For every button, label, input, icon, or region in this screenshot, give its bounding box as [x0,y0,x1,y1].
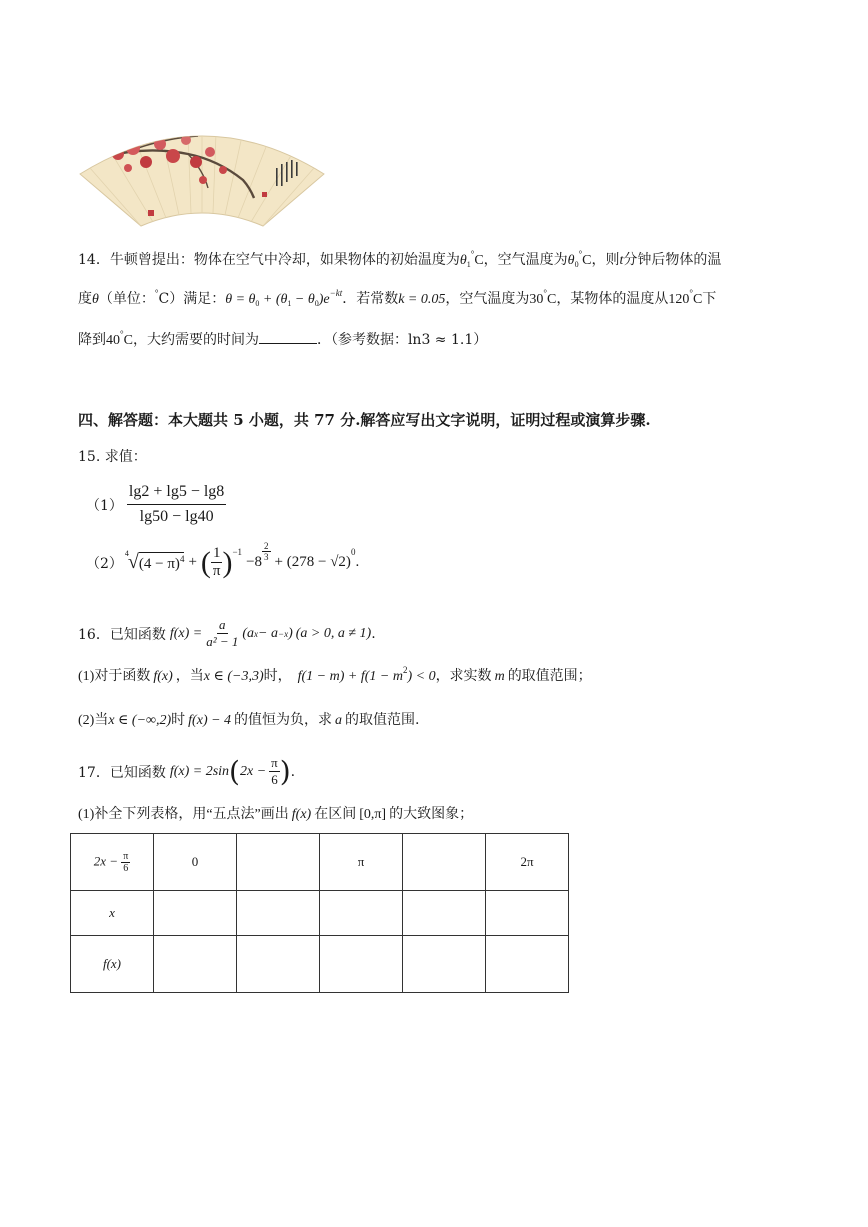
six-denominator: 6 [271,772,278,787]
q16-part-1-text-a: (1)对于函数 [78,669,151,684]
q16-square-exponent: 2 [402,665,408,675]
q17-formula-left: f(x) = 2sin [169,763,230,779]
table-cell[interactable] [403,936,486,993]
row-label-six: 6 [123,862,129,874]
row-label-fraction [121,851,130,874]
q16-exponent-neg-x: −x [278,628,289,639]
table-cell[interactable] [403,891,486,936]
formula-sub: 0 [314,299,319,308]
q16-condition: (a > 0, a ≠ 1) [295,625,372,641]
q14-text-h: ．若常数 [342,291,399,307]
q14-text-g: C）满足： [158,291,226,307]
q17-statement [78,755,295,788]
q16-minus-a: − a [258,625,278,641]
theta-1-symbol: θ [459,253,467,268]
q14-text-a: 14．牛顿曾提出：物体在空气中冷却，如果物体的初始温度为 [78,252,460,268]
start-temp-value: 120 [668,292,690,307]
q16-exponent-x: x [254,628,259,639]
q17-fx: f(x) [291,807,312,822]
q14-text-b: C，空气温度为 [474,253,568,268]
q14-line-3 [78,329,487,349]
part-2-label: （2） [86,555,123,572]
q15-part-2 [86,541,360,580]
table-cell[interactable] [237,891,320,936]
end-temp-value: 40 [106,333,120,348]
zero-exponent: 0 [350,547,356,557]
table-row [71,834,569,891]
table-cell[interactable] [320,891,403,936]
radicand [139,552,185,573]
one-over-pi-numerator: 1 [212,545,221,561]
degree-symbol: ° [470,249,475,259]
log-fraction-denominator: lg50 − lg40 [139,508,214,525]
pi-over-six [269,755,280,788]
q16-part-2-domain: x ∈ (−∞,2) [108,713,172,728]
minus-eight: −8 [246,554,263,570]
table-cell: π [320,834,403,891]
q14-text-c: C，则 [582,253,620,268]
period: . [355,554,360,570]
q17-intro: 17．已知函数 [78,764,166,781]
one-over-pi-denominator: π [212,563,221,579]
table-cell[interactable] [320,936,403,993]
table-row [71,891,569,936]
row-label-pi: π [123,850,129,862]
exponent-denominator: 3 [264,552,269,562]
q16-part-2 [78,709,420,729]
q14-text-k: C下 [692,292,717,307]
q17-part-1 [78,803,473,823]
theta-1-subscript: 1 [466,260,471,269]
formula-sub: 1 [287,299,292,308]
degree-symbol: ° [543,288,547,298]
t-variable: t [619,253,624,268]
q16-fx-minus-4: f(x) − 4 [188,713,232,728]
table-cell[interactable] [237,936,320,993]
answer-blank[interactable] [259,331,317,344]
q14-line-1 [78,249,721,269]
m-variable: m [494,669,505,684]
theta-0-subscript: 0 [574,260,579,269]
q16-part-2-text-d: 的取值范围. [345,712,420,728]
q14-text-m: C，大约需要的时间为 [123,333,259,348]
section-4-heading: 四、解答题：本大题共 5 小题，共 77 分.解答应写出文字说明，证明过程或演算步骤. [78,411,651,429]
formula-sub: 0 [255,299,260,308]
q15-part-1 [86,483,226,526]
q17-formula-inner: 2x − [239,763,267,779]
right-paren: ) [222,545,233,579]
degree-symbol: ° [689,288,693,298]
table-cell[interactable] [237,834,320,891]
degree-symbol: ° [578,249,583,259]
q16-fx: f(x) [153,669,173,684]
q16-fraction [204,617,240,650]
q16-part-1-text-e: 的取值范围； [507,668,592,684]
q16-part-1-text-d: ，求实数 [435,668,492,684]
q16-part-2-text-a: (2)当 [78,713,109,728]
theta-0-symbol: θ [567,253,575,268]
table-cell[interactable] [486,936,569,993]
q16-part-1 [78,665,592,685]
q16-part-1-text-c: 时， [263,668,292,684]
q14-text-f: （单位： [98,291,155,307]
table-cell[interactable] [154,891,237,936]
left-paren: ( [229,754,240,788]
q14-text-i: ，空气温度为 [445,291,530,307]
q16-fx: f(x) = [169,625,203,641]
table-row [71,936,569,993]
fan-painting-image [78,118,326,230]
exponent-numerator: 2 [264,541,269,551]
row-label-x: x [71,891,154,936]
degree-symbol: ° [154,288,159,298]
two-thirds-exponent [262,541,271,562]
row-label-fx: f(x) [71,936,154,993]
q16-paren-a: (a [242,625,255,641]
q16-inequality-end: ) < 0 [407,669,436,684]
q14-text-d: 分钟后物体的温 [623,252,722,268]
cooling-formula-lhs: θ = θ [225,292,256,307]
a-variable: a [335,713,343,728]
q16-part-1-text-b: ，当 [175,668,204,684]
period: . [290,763,296,780]
log-fraction [127,483,226,526]
radicand-base: (4 − π) [138,556,180,572]
q14-line-2 [78,288,716,308]
q16-close-paren: ) [288,625,293,641]
q16-domain: x ∈ (−3,3) [203,669,264,684]
q16-inequality: f(1 − m) + f(1 − m [297,669,403,684]
q16-fraction-denominator: a² − 1 [206,634,239,649]
q16-intro: 16．已知函数 [78,626,166,643]
q16-part-2-text-b: 时 [171,712,186,728]
right-paren: ) [279,754,291,788]
radical-sign: √ [127,551,139,573]
row-label-2x-minus-pi-6 [71,834,154,891]
period: . [371,625,376,642]
q17-part-1-text-b: 在区间 [314,806,357,822]
five-point-table [70,833,569,993]
log-fraction-numerator: lg2 + lg5 − lg8 [127,483,226,505]
table-cell[interactable] [154,936,237,993]
plus-sign: + [188,554,197,570]
degree-symbol: ° [120,329,124,339]
table-cell[interactable] [486,891,569,936]
theta-symbol: θ [92,292,99,307]
q17-interval: [0,π] [359,807,387,822]
cooling-formula-exponent: −kt [329,288,343,298]
cooling-formula-part: + (θ [259,292,288,307]
pi-numerator: π [271,755,278,770]
q15-title: 15. 求值： [78,449,147,465]
fourth-root [125,551,185,574]
constant-k: k = 0.05 [398,292,446,307]
cooling-formula-exp-base: )e [318,292,330,307]
q17-part-1-text-a: (1)补全下列表格，用“五点法”画出 [78,807,289,822]
tail-expression: + (278 − √2) [274,554,351,570]
cooling-formula-part: − θ [291,292,315,307]
q14-text-l: 降到 [78,332,106,348]
root-index: 4 [124,549,129,558]
q16-part-2-text-c: 的值恒为负，求 [234,712,333,728]
table-cell: 0 [154,834,237,891]
row-label-text: 2x − [93,852,118,868]
table-cell: 2π [486,834,569,891]
q14-text-j: C，某物体的温度从 [547,292,669,307]
q14-text-e: 度 [78,291,92,307]
q16-statement [78,617,376,650]
radicand-exponent: 4 [179,554,185,564]
part-1-label: （1） [86,497,123,514]
reference-data: ．（参考数据：ln3 ≈ 1.1） [316,332,488,348]
one-over-pi [211,545,223,580]
negative-one-exponent: −1 [232,547,243,557]
left-paren: ( [200,545,211,579]
table-cell[interactable] [403,834,486,891]
q16-fraction-numerator: a [219,617,226,632]
air-temp-value: 30 [529,292,544,307]
q17-part-1-text-c: 的大致图象； [389,806,474,822]
